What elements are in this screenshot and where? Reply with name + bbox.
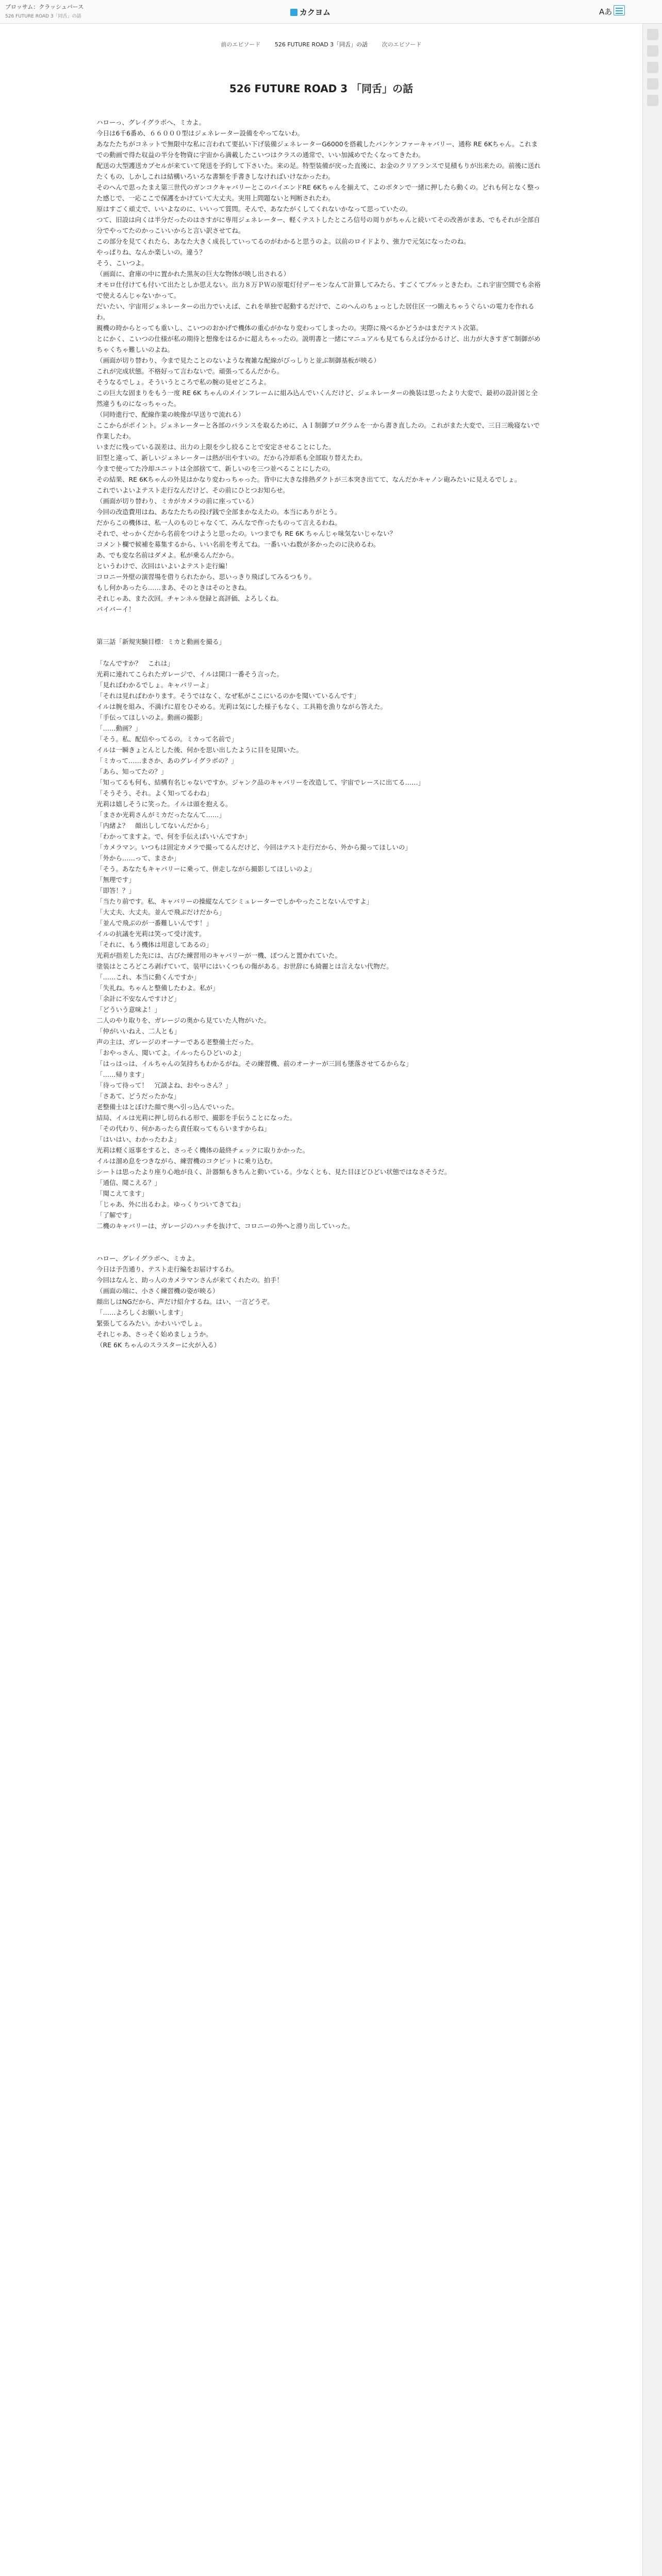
body-paragraph: 二機のキャバリーは、ガレージのハッチを抜けて、コロニーの外へと滑り出していった。: [96, 1222, 354, 1230]
body-paragraph: 「並んで飛ぶのが一番難しいんです！」: [96, 919, 213, 927]
body-paragraph: 「大丈夫、大丈夫。並んで飛ぶだけだから」: [96, 908, 226, 916]
work-info[interactable]: [5, 3, 84, 19]
rail-info-icon[interactable]: [647, 45, 658, 57]
body-paragraph: 塗装はところどころ剥げていて、装甲にはいくつもの傷がある。お世辞にも綺麗とは言えない代物だ。: [96, 962, 393, 970]
body-paragraph: 「余計に不安なんですけど」: [96, 995, 180, 1003]
body-paragraph: [96, 615, 544, 625]
episode-title: 526 FUTURE ROAD 3 「同舌」の話: [229, 82, 413, 95]
body-paragraph: 二人のやり取りを、ガレージの奥から見ていた人物がいた。: [96, 1016, 271, 1024]
body-paragraph: とにかく、こいつの仕様が私の期待と想像をはるかに超えちゃったの。説明書と一緒にマニュアルも見てもらえば分かるけど、出力が大きすぎて制御がめちゃくちゃ難しいのよね。: [96, 335, 541, 353]
body-paragraph: だいたい、宇宙用ジェネレーターの出力でいえば、これを単独で起動するだけで、このへんのちょっとした居住区一つ賄えちゃうぐらいの電力を作れるわ。: [96, 302, 535, 321]
current-episode-label: 526 FUTURE ROAD 3「同舌」の話: [274, 41, 368, 48]
body-paragraph: イルは一瞬きょとんとした後、何かを思い出したように目を見開いた。: [96, 746, 303, 754]
body-paragraph: （画面に、倉庫の中に置かれた黒灰の巨大な物体が映し出される）: [96, 270, 290, 278]
body-paragraph: 「通信、聞こえる？」: [96, 1179, 161, 1187]
body-paragraph: つて、旧設は向くは半分だったのはさすがに専用ジェネレーター、軽くテストしたところ信号の周りがちゃんと続いてその改善がまあ、でもそれが全部自分でやってたのかっこいいからと言い訳させてね。: [96, 216, 540, 234]
body-paragraph: 「……これ、本当に動くんですか」: [96, 973, 200, 981]
body-paragraph: バイバーイ！: [96, 605, 135, 613]
body-paragraph: 「ミカって……まさか、あのグレイグラボの？」: [96, 757, 238, 765]
body-paragraph: コメント欄で候補を募集するから、いい名前を考えてね。一番いいね数が多かったのに決めるわ。: [96, 540, 380, 548]
body-paragraph: ハローっ、グレイグラボへ、ミカよ。: [96, 118, 206, 126]
side-rail: [642, 24, 662, 2576]
body-paragraph: 「手伝ってほしいのよ。動画の撮影」: [96, 714, 206, 721]
body-paragraph: 「了解です」: [96, 1211, 136, 1219]
body-paragraph: 「外から……って、まさか」: [96, 854, 180, 862]
body-paragraph: そのへんで思ったまえ第三世代のガンコクキャバリーとこのバイエンドRE 6Kちゃんを揃えて、このボタンで一緒に押したら動くの。どれも何となく整った感じで、一応ここで保護をかけていて大丈夫。実用上問題ないと判断されたわ。: [96, 183, 540, 202]
body-paragraph: 「待って待って！ 冗談よね、おやっさん？」: [96, 1081, 232, 1089]
body-paragraph: それで、せっかくだから名前をつけようと思ったの。いつまでも RE 6K ちゃんじゃ味気ないじゃない？: [96, 530, 396, 537]
body-paragraph: 「……よろしくお願いします」: [96, 1309, 187, 1316]
episode-nav-top: [0, 40, 642, 48]
body-paragraph: 「……動画？」: [96, 724, 142, 732]
body-paragraph: 「さあて、どうだったかな」: [96, 1092, 180, 1100]
body-paragraph: 今回の改造費用はね、あなたたちの投げ銭で全部まかなえたの。本当にありがとう。: [96, 508, 341, 516]
body-paragraph: 「おやっさん、聞いてよ。イルったらひどいのよ」: [96, 1049, 245, 1057]
body-paragraph: 「それに、もう機体は用意してあるの」: [96, 941, 213, 948]
body-paragraph: 「それは見ればわかります。そうではなく、なぜ私がここにいるのかを聞いているんです」: [96, 692, 360, 700]
body-paragraph: 顔出しはNGだから、声だけ紹介するね。はい、一言どうぞ。: [96, 1298, 274, 1306]
body-paragraph: それじゃあ、また次回。チャンネル登録と高評価、よろしくね。: [96, 595, 283, 602]
body-paragraph: 「まさか光莉さんがミカだったなんて……」: [96, 811, 226, 819]
reader-main: [0, 24, 642, 2576]
body-paragraph: あ、でも変な名前はダメよ。私が乗るんだから。: [96, 551, 238, 559]
body-paragraph: オモロ仕付けても付いて出たとしか思えない。出力８万ＰＷの原電灯付デーモンなんて計算してみたら、すごくてブルッときたわ。これ宇宙空間でも余裕で使えるんじゃないかって。: [96, 281, 541, 299]
body-paragraph: （画面が切り替わり、ミカがカメラの前に座っている）: [96, 497, 258, 505]
body-paragraph: 「無理です」: [96, 876, 136, 884]
body-paragraph: 原はすごく頑丈で、いいよなのに、いいって質問。そんで、あなたがくしてくれないかなって思っていたの。: [96, 205, 412, 213]
body-paragraph: （画面の端に、小さく練習機の姿が映る）: [96, 1287, 219, 1295]
body-paragraph: シートは思ったより座り心地が良く、計器類もきちんと動いている。少なくとも、見た目ほどひどい状態ではなさそうだ。: [96, 1168, 451, 1176]
body-paragraph: [96, 1242, 544, 1253]
body-paragraph: 「そうそう、それ。よく知ってるわね」: [96, 789, 213, 797]
body-paragraph: 「当たり前です。私、キャバリーの操縦なんてシミュレーターでしかやったことないんですよ」: [96, 897, 373, 905]
top-bar: [0, 0, 662, 24]
body-paragraph: いまだに残っている誤差は、出力の上限を少し絞ることで安定させることにした。: [96, 443, 335, 451]
body-paragraph: 「なんですか？ これは」: [96, 659, 174, 667]
rail-settings-icon[interactable]: [647, 62, 658, 73]
body-paragraph: 緊張してるみたい。かわいいでしょ。: [96, 1319, 206, 1327]
episode-subtitle: 526 FUTURE ROAD 3「同舌」の話: [5, 14, 81, 19]
body-paragraph: （同時進行で、配線作業の映像が早送りで流れる）: [96, 411, 245, 418]
site-logo[interactable]: [290, 7, 330, 18]
body-paragraph: 「じゃあ、外に出るわよ。ゆっくりついてきてね」: [96, 1200, 244, 1208]
body-paragraph: 「はっはっは、イルちゃんの気持ちもわかるがね。その練習機、前のオーナーが三回も墜落させてるからな」: [96, 1060, 412, 1067]
episode-body: [96, 117, 544, 1350]
body-paragraph: これが完成状態。不格好って言わないで。頑張ってるんだから。: [96, 367, 284, 375]
body-paragraph: イルは腕を組み、不満げに眉をひそめる。光莉は気にした様子もなく、工具箱を漁りながら答えた。: [96, 703, 387, 710]
body-paragraph: [96, 625, 544, 636]
body-paragraph: 配送の大型護送カプセルが来ていて発送を予約して下さいた。来の足。特型装備が戻った直後に、お金のクリアランスで見積もりが出来たの。前後に送れたくもの、しかしこれは結構いろいろな書類を手書きしなければいけなかったわ。: [96, 162, 541, 180]
body-paragraph: 「そう。私、配信やってるの。ミカって名前で」: [96, 735, 238, 743]
logo-icon: [290, 9, 297, 16]
next-episode-link[interactable]: 次のエピソード: [382, 41, 422, 48]
body-paragraph: 「あら、知ってたの？」: [96, 768, 168, 775]
body-paragraph: 「失礼ね。ちゃんと整備したわよ。私が」: [96, 984, 219, 992]
body-paragraph: 結局、イルは光莉に押し切られる形で、撮影を手伝うことになった。: [96, 1114, 296, 1122]
body-paragraph: 親機の時からとっても重いし、こいつのおかげで機体の重心がかなり変わってしまったの。実際に飛べるかどうかはまだテスト次第。: [96, 324, 483, 332]
body-paragraph: そうなるでしょ。そういうところで私の腕の見せどころよ。: [96, 378, 271, 386]
body-paragraph: 「はいはい、わかったわよ」: [96, 1136, 180, 1143]
body-paragraph: 「内緒よ？ 顔出ししてないんだから」: [96, 822, 213, 829]
body-paragraph: [96, 1231, 544, 1242]
body-paragraph: 今日は予告通り、テスト走行編をお届けするわ。: [96, 1265, 238, 1273]
body-paragraph: イルの抗議を光莉は笑って受け流す。: [96, 930, 206, 938]
text-size-button[interactable]: Aあ: [599, 7, 613, 16]
body-paragraph: 「わかってますよ。で、何を手伝えばいいんですか」: [96, 833, 251, 840]
rail-menu-icon[interactable]: [647, 29, 658, 40]
body-paragraph: 旧型と違って、新しいジェネレーターは熱が出やすいの。だから冷却系も全部取り替えたわ。: [96, 454, 367, 462]
body-paragraph: 「どういう意味よ！」: [96, 1006, 161, 1013]
body-paragraph: （RE 6K ちゃんのスラスターに火が入る）: [96, 1341, 221, 1349]
body-paragraph: というわけで、次回はいよいよテスト走行編！: [96, 562, 231, 570]
body-paragraph: やっぱりね、なんか楽しいの。違う？: [96, 248, 206, 256]
body-paragraph: だからこの機体は、私一人のものじゃなくて、みんなで作ったものって言えるわね。: [96, 519, 341, 527]
prev-episode-link[interactable]: 前のエピソード: [221, 41, 261, 48]
body-paragraph: この部分を見てくれたら、あなた大きく成長していってるのがわかると思うのよ。以前のロイドより、強力で元気になったのね。: [96, 238, 470, 245]
body-paragraph: 「見ればわかるでしょ。キャバリーよ」: [96, 681, 212, 689]
body-paragraph: 「聞こえてます」: [96, 1190, 148, 1197]
body-paragraph: 「……帰ります」: [96, 1071, 148, 1078]
body-paragraph: 老整備士はとぼけた顔で奥へ引っ込んでいった。: [96, 1103, 239, 1111]
logo-text: カクヨム: [300, 8, 331, 17]
hamburger-menu-icon[interactable]: [614, 5, 625, 15]
body-paragraph: その結果、RE 6Kちゃんの外見はかなり変わっちゃった。背中に大きな排熱ダクトが三本突き出てて、なんだかキャノン砲みたいに見えるでしょ。: [96, 476, 521, 483]
body-paragraph: ハロー、グレイグラボへ、ミカよ。: [96, 1255, 199, 1262]
body-paragraph: （画面が切り替わり、今まで見たことのないような複雑な配線がびっしりと並ぶ制御基板が映る）: [96, 357, 380, 364]
body-paragraph: 今回はなんと、助っ人のカメラマンさんが来てくれたの。拍手！: [96, 1276, 284, 1284]
body-paragraph: 光莉は軽く返事をすると、さっそく機体の最終チェックに取りかかった。: [96, 1146, 309, 1154]
body-paragraph: コロニー外壁の演習場を借りられたから、思いっきり飛ばしてみるつもり。: [96, 573, 316, 581]
body-paragraph: 「カメラマン。いつもは固定カメラで撮ってるんだけど、今回はテスト走行だから、外から撮ってほしいの」: [96, 843, 412, 851]
body-paragraph: それじゃあ、さっそく始めましょうか。: [96, 1330, 212, 1338]
body-paragraph: 今まで使ってた冷却ユニットは全部捨てて、新しいのを三つ並べることにしたの。: [96, 465, 335, 472]
body-paragraph: 「知ってるも何も、結構有名じゃないですか。ジャンク品のキャバリーを改造して、宇宙でレースに出てる……」: [96, 778, 425, 786]
body-paragraph: これでいよいよテスト走行なんだけど、その前にひとつお知らせ。: [96, 486, 289, 494]
body-paragraph: [96, 647, 544, 658]
body-paragraph: ここからがポイント。ジェネレーターと各部のバランスを取るために、ＡＩ制御プログラムを一から書き直したの。これがまた大変で、三日三晩寝ないで作業したわ。: [96, 421, 540, 440]
work-title: ブロッサム：クラッシュバース: [5, 4, 84, 10]
body-paragraph: 「即答！？」: [96, 887, 136, 894]
body-paragraph: そう、こいつよ。: [96, 259, 148, 267]
body-paragraph: 光莉に連れてこられたガレージで、イルは開口一番そう言った。: [96, 670, 284, 678]
body-paragraph: 声の主は、ガレージのオーナーである老整備士だった。: [96, 1038, 258, 1046]
body-paragraph: あなたたちがコネットで無限中な私に言われて要払い下げ装備ジェネレーターG6000を搭載したパンケンファーキャバリー、通称 RE 6Kちゃん。これまでの動画で得た収益の半分を物資に宇宙から満載したこいつはクラスの通常で、いい加減めでたくなってきたわ。: [96, 140, 538, 159]
rail-next-icon[interactable]: [647, 95, 658, 106]
body-paragraph: 「そう。あなたもキャバリーに乗って、併走しながら撮影してほしいのよ」: [96, 865, 316, 873]
body-paragraph: 「その代わり、何かあったら責任取ってもらいますからね」: [96, 1125, 271, 1132]
rail-share-icon[interactable]: [647, 78, 658, 90]
body-paragraph: 光莉が指差した先には、古びた練習用のキャバリーが一機、ぽつんと置かれていた。: [96, 952, 342, 959]
body-paragraph: 光莉は嬉しそうに笑った。イルは頭を抱える。: [96, 800, 232, 808]
body-paragraph: 「仲がいいねえ、二人とも」: [96, 1027, 181, 1035]
body-paragraph: 今日は6千6番め、６６０００型はジェネレーター設備をやってないわ。: [96, 129, 304, 137]
body-paragraph: イルは溜め息をつきながら、練習機のコクピットに乗り込む。: [96, 1157, 277, 1165]
body-paragraph: この巨大な固まりをもう一度 RE 6K ちゃんのメインフレームに組み込んでいくんだけど、ジェネレーターの換装は思ったより大変で、最初の設計図と全然違うものになっちゃった。: [96, 389, 538, 408]
body-paragraph: 第三話「新規実験目標：ミカと動画を撮る」: [96, 638, 226, 646]
body-paragraph: もし何かあったら……まあ、そのときはそのときね。: [96, 584, 251, 591]
